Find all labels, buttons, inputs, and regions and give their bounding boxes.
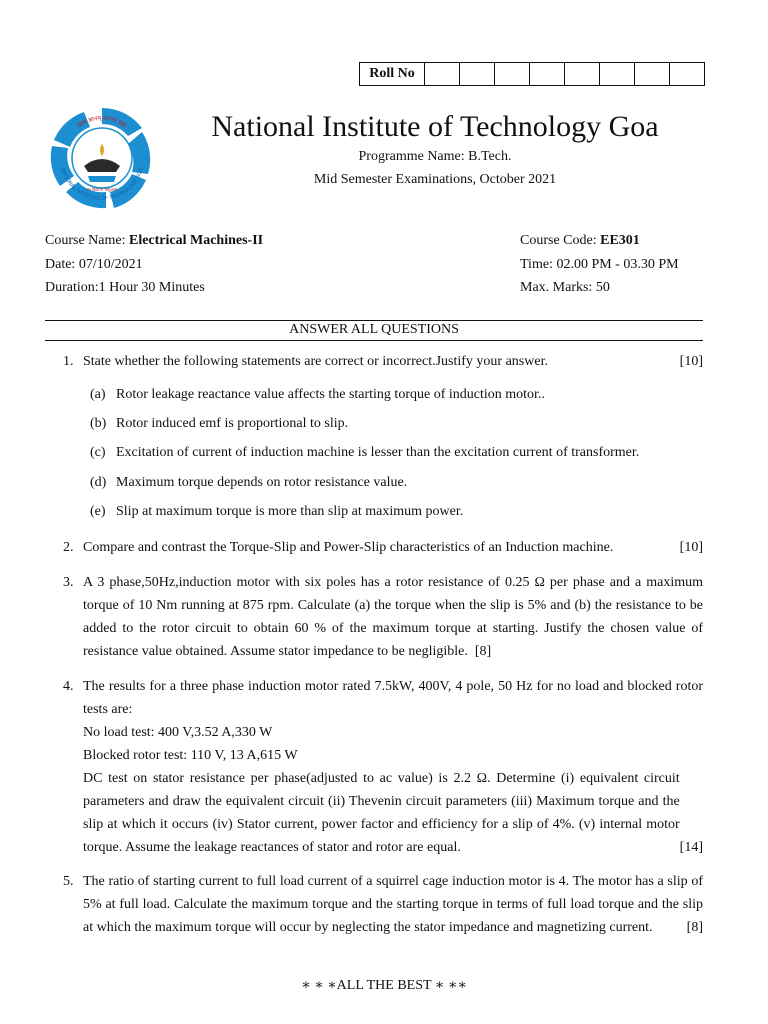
roll-no-cell[interactable] bbox=[495, 63, 530, 86]
question-1 bbox=[45, 350, 703, 373]
exam-time: Time: 02.00 PM - 03.30 PM bbox=[520, 257, 679, 272]
question-marks: [14] bbox=[679, 840, 703, 855]
question-marks: [8] bbox=[686, 920, 703, 935]
blocked-rotor-test: Blocked rotor test: 110 V, 13 A,615 W bbox=[83, 748, 298, 763]
roll-no-cell[interactable] bbox=[670, 63, 705, 86]
question-marks: [8] bbox=[474, 644, 492, 659]
question-4 bbox=[45, 675, 703, 859]
part-label: (a) bbox=[90, 387, 106, 402]
divider-bottom bbox=[45, 340, 703, 341]
part-label: (c) bbox=[90, 445, 106, 460]
question-5 bbox=[45, 870, 703, 939]
question-text: DC test on stator resistance per phase(adjusted to ac value) is 2.2 Ω. Determine (i) equivalent circuit parameters and draw the equivalent circuit (ii) Thevenin circuit parameters (iii) Maximum torque and the slip at which it occurs (iv) Stator current, power factor and efficiency for a slip of 4%. (v) internal motor torque. Assume the leakage reactances of stator and rotor are equal. bbox=[83, 771, 680, 855]
roll-no-cell[interactable] bbox=[635, 63, 670, 86]
logo-inner-motto: सा विद्या या विमुक्तये bbox=[86, 187, 118, 192]
q1-part-b bbox=[90, 416, 348, 432]
max-marks: Max. Marks: 50 bbox=[520, 280, 610, 295]
logo-name-arc: NATIONAL INSTITUTE OF TECHNOLOGY GOA bbox=[59, 167, 145, 203]
course-code bbox=[520, 233, 640, 249]
question-text: Compare and contrast the Torque-Slip and Power-Slip characteristics of an Induction machine. bbox=[83, 540, 614, 555]
question-intro: The results for a three phase induction motor rated 7.5kW, 400V, 4 pole, 50 Hz for no load and blocked rotor tests are: bbox=[83, 679, 703, 717]
roll-no-cell[interactable] bbox=[565, 63, 600, 86]
question-text: A 3 phase,50Hz,induction motor with six poles has a rotor resistance of 0.25 Ω per phase and a maximum torque of 10 Nm running at 875 rpm. Calculate (a) the torque when the slip is 5% and (b) the resistance to be added to the rotor circuit to obtain 60 % of the maximum torque at starting. Justify the chosen value of resistance value obtained. Assume stator impedance to be negligible. bbox=[83, 575, 703, 659]
exam-name: Mid Semester Examinations, October 2021 bbox=[313, 172, 557, 187]
programme-name: Programme Name: B.Tech. bbox=[358, 149, 512, 164]
question-text: State whether the following statements are correct or incorrect.Justify your answer. bbox=[83, 354, 548, 369]
part-text: Excitation of current of induction machine is lesser than the excitation current of transformer. bbox=[116, 445, 640, 460]
course-name bbox=[45, 233, 263, 249]
roll-no-label: Roll No bbox=[360, 63, 425, 86]
question-3 bbox=[45, 571, 703, 663]
part-label: (e) bbox=[90, 504, 106, 519]
question-marks: [10] bbox=[679, 540, 703, 555]
q1-part-a bbox=[90, 387, 545, 403]
question-number: 5. bbox=[63, 874, 74, 889]
roll-no-box bbox=[359, 62, 705, 86]
logo-motto-top: सत्यं ज्ञानम् अनन्तं ब्रह्म bbox=[76, 114, 128, 130]
q1-part-e bbox=[90, 504, 463, 520]
question-2 bbox=[45, 536, 703, 559]
q1-part-c bbox=[90, 445, 639, 461]
part-text: Maximum torque depends on rotor resistance value. bbox=[116, 475, 408, 490]
q1-part-d bbox=[90, 475, 407, 491]
roll-no-cell[interactable] bbox=[425, 63, 460, 86]
course-code-value: EE301 bbox=[600, 233, 640, 248]
exam-date: Date: 07/10/2021 bbox=[45, 257, 143, 272]
part-label: (b) bbox=[90, 416, 107, 431]
divider-top bbox=[45, 320, 703, 321]
question-number: 4. bbox=[63, 679, 74, 694]
part-label: (d) bbox=[90, 475, 107, 490]
part-text: Slip at maximum torque is more than slip at maximum power. bbox=[116, 504, 464, 519]
exam-duration: Duration:1 Hour 30 Minutes bbox=[45, 280, 205, 295]
instruction-heading: ANSWER ALL QUESTIONS bbox=[289, 322, 459, 337]
question-number: 2. bbox=[63, 540, 74, 555]
roll-no-cell[interactable] bbox=[600, 63, 635, 86]
part-text: Rotor induced emf is proportional to slip. bbox=[116, 416, 349, 431]
course-name-value: Electrical Machines-II bbox=[128, 233, 264, 248]
question-number: 1. bbox=[63, 354, 74, 369]
question-number: 3. bbox=[63, 575, 74, 590]
roll-no-cell[interactable] bbox=[530, 63, 565, 86]
footer-message: ∗ ∗ ∗ALL THE BEST ∗ ∗∗ bbox=[301, 978, 467, 993]
nit-goa-logo bbox=[48, 104, 156, 212]
course-code-label: Course Code: bbox=[520, 233, 601, 248]
roll-no-cell[interactable] bbox=[460, 63, 495, 86]
book-icon bbox=[88, 176, 116, 182]
part-text: Rotor leakage reactance value affects the starting torque of induction motor.. bbox=[116, 387, 545, 402]
no-load-test: No load test: 400 V,3.52 A,330 W bbox=[83, 725, 273, 740]
question-text: The ratio of starting current to full load current of a squirrel cage induction motor is 4. The motor has a slip of 5% at full load. Calculate the maximum torque and the starting torque in terms of full load torque and the slip at which the maximum torque will occur by neglecting the stator impedance and magnetizing current. bbox=[83, 874, 703, 935]
institute-title: National Institute of Technology Goa bbox=[211, 110, 659, 143]
course-name-label: Course Name: bbox=[45, 233, 129, 248]
question-marks: [10] bbox=[679, 354, 703, 369]
